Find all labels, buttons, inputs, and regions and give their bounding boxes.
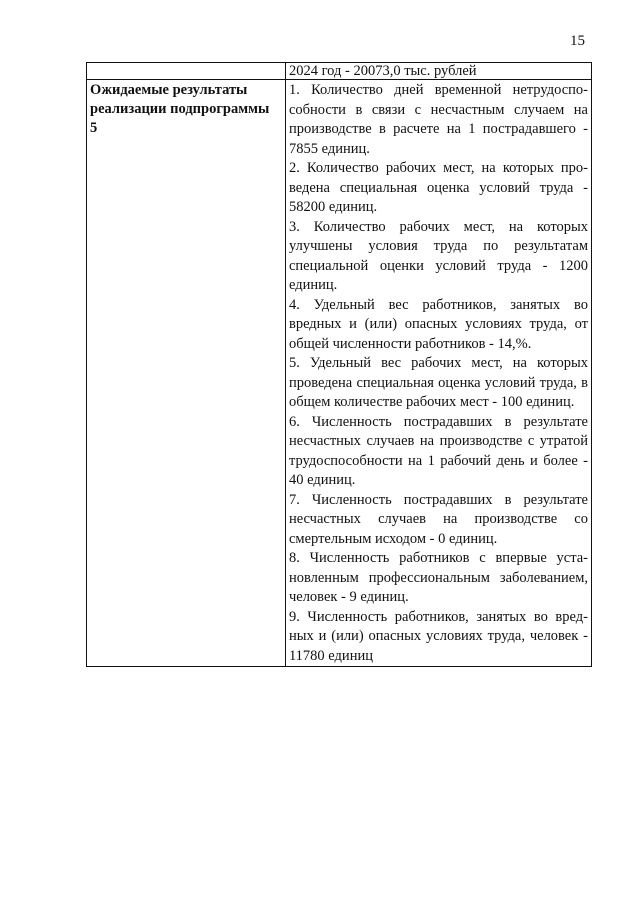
result-item-3: 3. Количество рабочих мест, на которых улучшены условия труда по результатам специальной оценки условий труда - 1200 единиц. — [288, 218, 588, 293]
result-item-7: 7. Численность пострадавших в результате несчастных случаев на производстве со смертельным исходом - 0 единиц. — [288, 491, 588, 547]
result-item-8: 8. Численность работников с впервые установленным профессиональным заболеванием, человек - 9 единиц. — [288, 550, 588, 605]
expected-results-row — [87, 80, 592, 667]
result-item-5: 5. Удельный вес рабочих мест, на которых проведена специальная оценка условий труда, в общем количестве рабочих мест - 100 единиц. — [288, 355, 588, 410]
funding-label-cell — [87, 63, 286, 80]
expected-results-label-cell — [87, 80, 286, 667]
result-item-4: 4. Удельный вес работников, занятых во вредных и (или) опасных условиях труда, от общей численности работников - 14,%. — [288, 296, 588, 352]
result-item-9: 9. Численность работников, занятых во вредных и (или) опасных условиях труда, человек - 11780 единиц — [288, 608, 588, 664]
funding-value-cell: 2024 год - 20073,0 тыс. рублей — [285, 63, 591, 80]
expected-results-label: Ожидаемые результаты реализации подпрограммы 5 — [90, 82, 270, 136]
expected-results-list — [285, 80, 591, 667]
subprogram-table — [86, 62, 592, 667]
funding-row — [87, 63, 592, 80]
result-item-2: 2. Количество рабочих мест, на которых проведена специальная оценка условий труда - 58200 единиц. — [288, 160, 588, 215]
result-item-1: 1. Количество дней временной нетрудоспособности в связи с несчастным случаем на производстве в расчете на 1 пострадавшего - 7855 единиц. — [288, 82, 588, 157]
page-number: 15 — [570, 33, 585, 49]
result-item-6: 6. Численность пострадавших в результате несчастных случаев на производстве с утратой трудоспособности на 1 рабочий день и более - 40 единиц. — [288, 413, 588, 488]
